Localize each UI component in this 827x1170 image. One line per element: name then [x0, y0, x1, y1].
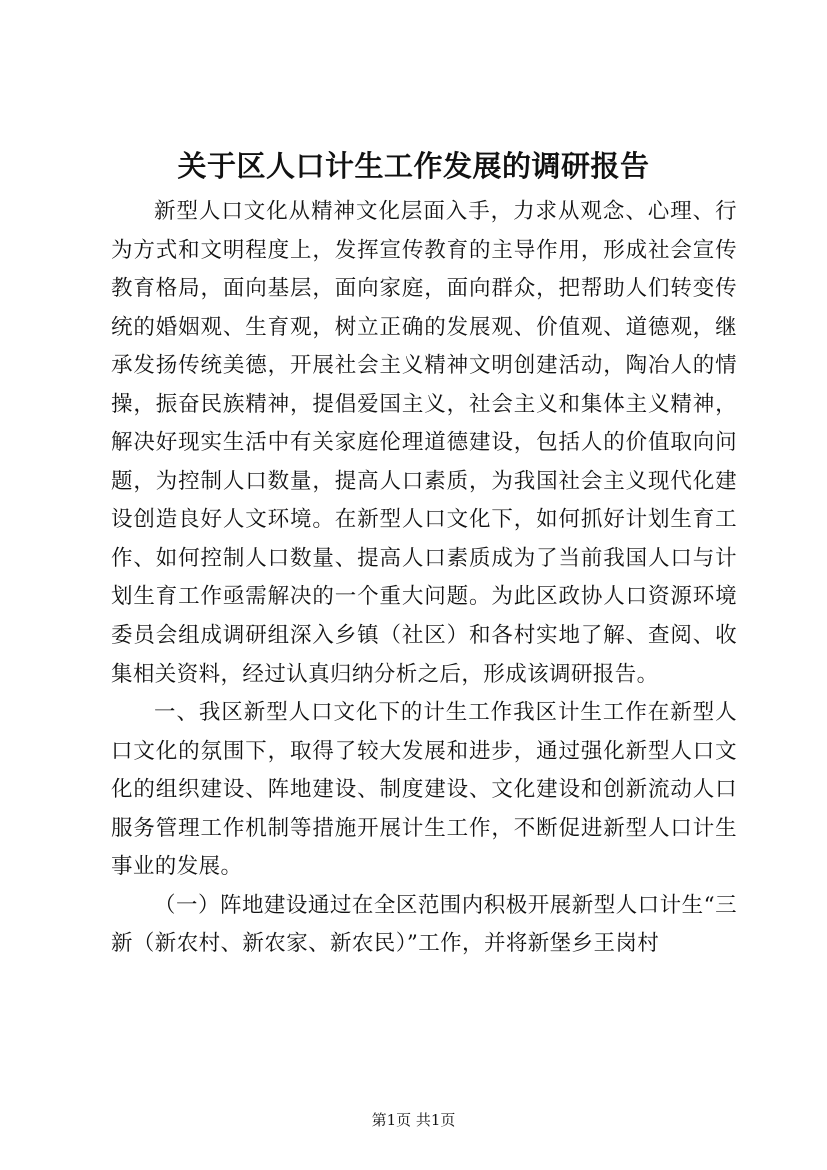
- paragraph-subsection-one: （一）阵地建设通过在全区范围内积极开展新型人口计生“三新（新农村、新农家、新农民）”工作，并将新堡乡王岗村: [111, 892, 737, 957]
- paragraph-intro: 新型人口文化从精神文化层面入手，力求从观念、心理、行为方式和文明程度上，发挥宣传教育的主导作用，形成社会宣传教育格局，面向基层，面向家庭，面向群众，把帮助人们转变传统的婚姻观、生育观，树立正确的发展观、价值观、道德观，继承发扬传统美德，开展社会主义精神文明创建活动，陶冶人的情操，振奋民族精神，提倡爱国主义，社会主义和集体主义精神，解决好现实生活中有关家庭伦理道德建设，包括人的价值取向问题，为控制人口数量，提高人口素质，为我国社会主义现代化建设创造良好人文环境。在新型人口文化下，如何抓好计划生育工作、如何控制人口数量、提高人口素质成为了当前我国人口与计划生育工作亟需解决的一个重大问题。为此区政协人口资源环境委员会组成调研组深入乡镇（社区）和各村实地了解、查阅、收集相关资料，经过认真归纳分析之后，形成该调研报告。: [111, 199, 737, 687]
- paragraph-section-one: 一、我区新型人口文化下的计生工作我区计生工作在新型人口文化的氛围下，取得了较大发展和进步，通过强化新型人口文化的组织建设、阵地建设、制度建设、文化建设和创新流动人口服务管理工作机制等措施开展计生工作，不断促进新型人口计生事业的发展。: [111, 700, 737, 880]
- document-title: 关于区人口计生工作发展的调研报告: [177, 149, 650, 183]
- document-body: [111, 193, 737, 964]
- page-footer: 第1页 共1页: [371, 1111, 456, 1129]
